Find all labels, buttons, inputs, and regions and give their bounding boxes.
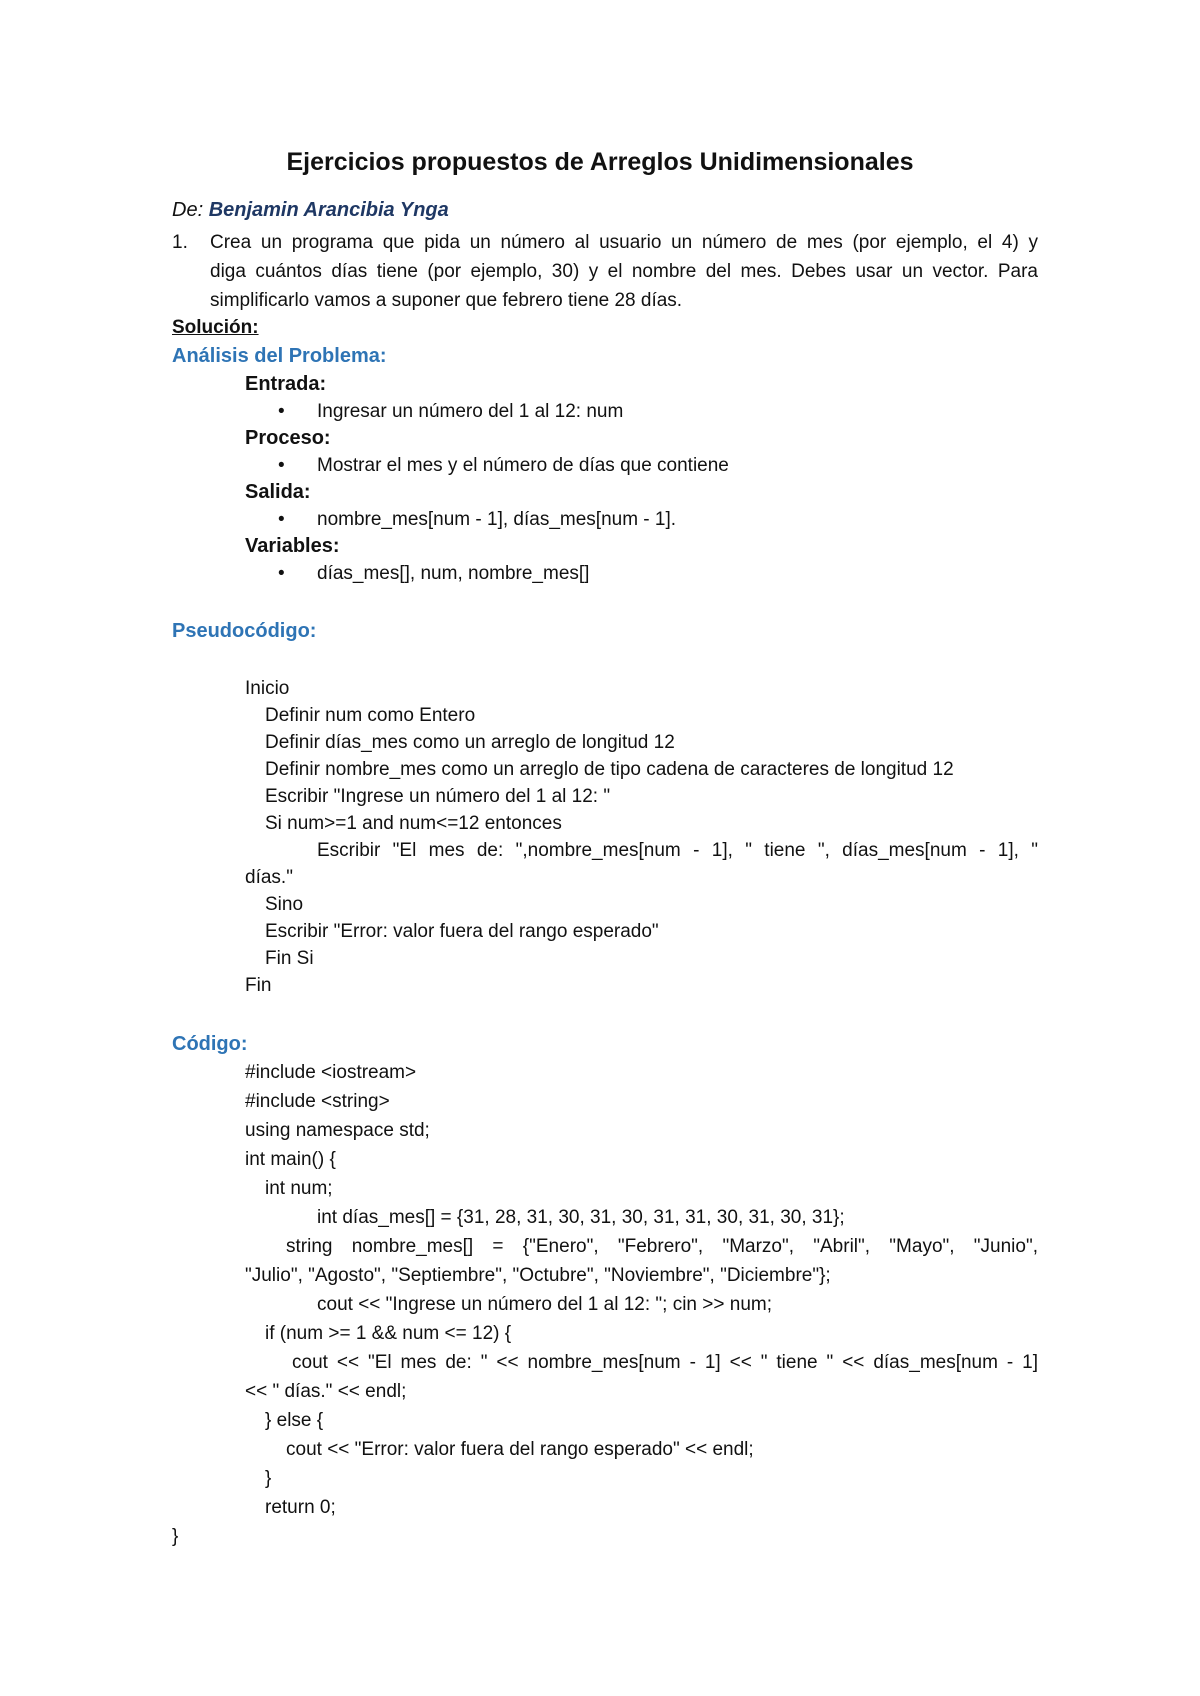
code-line: #include <string> <box>245 1091 390 1112</box>
pseudocode-line: Escribir "Error: valor fuera del rango esperado" <box>265 921 659 942</box>
author-line <box>172 200 449 220</box>
pseudocode-line: Fin Si <box>265 948 314 969</box>
code-line: int días_mes[] = {31, 28, 31, 30, 31, 30, 31, 31, 30, 31, 30, 31}; <box>317 1207 845 1228</box>
code-line: "Julio", "Agosto", "Septiembre", "Octubre", "Noviembre", "Diciembre"}; <box>245 1265 831 1286</box>
code-line: using namespace std; <box>245 1120 430 1141</box>
variables-label: Variables: <box>245 535 340 557</box>
author-name: Benjamin Arancibia Ynga <box>208 199 449 221</box>
pseudocode-line: Escribir "El mes de: ",nombre_mes[num - 1], " tiene ", días_mes[num - 1], " <box>317 840 1038 861</box>
proceso-item: Mostrar el mes y el número de días que contiene <box>317 455 729 476</box>
pseudocode-line: Definir días_mes como un arreglo de longitud 12 <box>265 732 675 753</box>
code-line: cout << "Error: valor fuera del rango esperado" << endl; <box>286 1439 754 1460</box>
entrada-bullet: • <box>278 401 285 422</box>
code-line: return 0; <box>265 1497 336 1518</box>
document-title: Ejercicios propuestos de Arreglos Unidimensionales <box>286 148 914 176</box>
exercise-text-line-2: diga cuántos días tiene (por ejemplo, 30) y el nombre del mes. Debes usar un vector. Para <box>210 261 1038 282</box>
code-line: int main() { <box>245 1149 336 1170</box>
code-line: int num; <box>265 1178 333 1199</box>
pseudocode-heading: Pseudocódigo: <box>172 620 317 642</box>
analysis-heading: Análisis del Problema: <box>172 345 387 367</box>
pseudocode-line: Si num>=1 and num<=12 entonces <box>265 813 562 834</box>
code-line: } <box>265 1468 272 1489</box>
exercise-number: 1. <box>172 232 188 253</box>
solution-label: Solución: <box>172 317 259 338</box>
salida-bullet: • <box>278 509 285 530</box>
pseudocode-line: Definir nombre_mes como un arreglo de tipo cadena de caracteres de longitud 12 <box>265 759 954 780</box>
code-heading: Código: <box>172 1033 248 1055</box>
entrada-label: Entrada: <box>245 373 327 395</box>
pseudocode-line: Escribir "Ingrese un número del 1 al 12: " <box>265 786 611 807</box>
code-line: string nombre_mes[] = {"Enero", "Febrero", "Marzo", "Abril", "Mayo", "Junio", <box>286 1236 1038 1257</box>
pseudocode-line: Definir num como Entero <box>265 705 476 726</box>
salida-item: nombre_mes[num - 1], días_mes[num - 1]. <box>317 509 677 530</box>
salida-label: Salida: <box>245 481 311 503</box>
proceso-label: Proceso: <box>245 427 331 449</box>
code-line: #include <iostream> <box>245 1062 417 1083</box>
entrada-item: Ingresar un número del 1 al 12: num <box>317 401 624 422</box>
proceso-bullet: • <box>278 455 285 476</box>
pseudocode-line: Fin <box>245 975 272 996</box>
exercise-text-line-1: Crea un programa que pida un número al usuario un número de mes (por ejemplo, el 4) y <box>210 232 1038 253</box>
code-line: cout << "Ingrese un número del 1 al 12: "; cin >> num; <box>317 1294 772 1315</box>
variables-item: días_mes[], num, nombre_mes[] <box>317 563 590 584</box>
pseudocode-line: Inicio <box>245 678 290 699</box>
pseudocode-line: Sino <box>265 894 304 915</box>
exercise-text-line-3: simplificarlo vamos a suponer que febrero tiene 28 días. <box>210 290 683 311</box>
code-line: } else { <box>265 1410 324 1431</box>
code-line: << " días." << endl; <box>245 1381 407 1402</box>
code-line: cout << "El mes de: " << nombre_mes[num - 1] << " tiene " << días_mes[num - 1] <box>292 1352 1038 1373</box>
variables-bullet: • <box>278 563 285 584</box>
pseudocode-line: días." <box>245 867 293 888</box>
code-line: if (num >= 1 && num <= 12) { <box>265 1323 512 1344</box>
code-line: } <box>172 1526 179 1547</box>
author-label: De: <box>172 199 204 221</box>
